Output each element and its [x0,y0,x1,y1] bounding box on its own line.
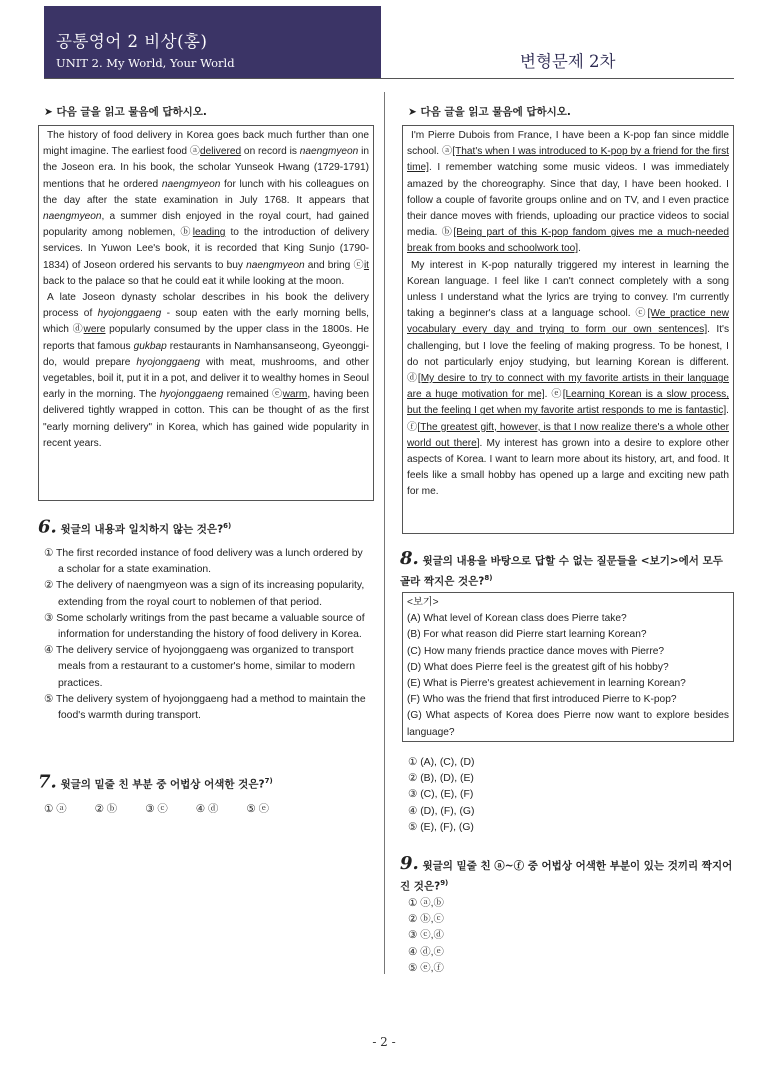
marker-e-text: warm [282,389,308,401]
question-9-options [408,896,608,977]
right-passage-paragraph-2: My interest in K-pop naturally triggered my interest in learning the Korean language. I feel like I can't connect completely with a song unless I understand what the lyrics are trying to convey. I'm currently taking a beginner's class at a language school. ⓒ[We practice new vocabulary every day and trying to form our own sentences]. It's challenging, but I love the feeling of making progress. To be honest, I do not particularly enjoy studying, but learning Korean is different. ⓓ[My desire to try to connect with my favorite artists in their language are a huge motivation for me]. ⓔ[Learning Korean is a slow process, but the feeling I get when my favorite artist responds to me is fantastic]. ⓕ[The greatest gift, however, is that I now realize there's a whole other world out there]. My interest has grown into a desire to explore other aspects of Korea. I want to learn more about its history, art, and food. It feels like a small hobby has opened up a large and exciting new path for me. [407,259,730,498]
marker-d-text: [My desire to try to connect with my favorite artists in their language are a huge motivation for me] [407,373,729,401]
marker-c-text: it [363,259,369,271]
left-passage [38,125,374,501]
marker-a-text: delivered [200,146,242,158]
q8-option-4[interactable]: ④ (D), (F), (G) [408,805,475,817]
q6-option-3[interactable]: ③ Some scholarly writings from the past became a valuable source of information for understanding the history of food delivery in Korea. [44,612,365,641]
q8-option-1[interactable]: ① (A), (C), (D) [408,757,475,768]
bogi-item: (F) Who was the friend that first introduced Pierre to K-pop? [407,694,677,706]
page-number: - 2 - [372,1035,396,1049]
q6-option-1[interactable]: ① The first recorded instance of food delivery was a lunch ordered by a scholar for a state examination. [44,548,363,576]
q7-option-4[interactable]: ④ ⓓ [195,804,219,815]
bogi-item: (B) For what reason did Pierre start learning Korean? [407,629,647,641]
left-passage-paragraph-2: A late Joseon dynasty scholar describes in his book the delivery process of hyojonggaeng - soup eaten with the early morning bells, which ⓓwere popularly consumed by the upper class in the 1800s. He reports that famous gukbap restaurants in Namhansanseong, Gyeonggi-do, would prepare hyojonggaeng with meat, mushrooms, and other vegetables, boil it, put it in a pot, and deliver it to wealthy homes in Seoul early in the morning. The hyojonggaeng remained ⓔwarm, having been delivered tightly wrapped in cotton. This can be thought of as the first "early morning delivery" in Korea, which has gained wide popularity in recent years. [43,292,370,449]
q6-option-4[interactable]: ④ The delivery service of hyojonggaeng was organized to transport meals from a restaurant to a customer's home, similar to modern practices. [44,645,356,689]
right-passage-paragraph-1: I'm Pierre Dubois from France, I have been a K-pop fan since middle school. ⓐ[That's when I was introduced to K-pop by a friend for the first time]. I remember watching some music videos. I was immediately amazed by the choreography. Since that day, I have been hooked. I follow a couple of favorite groups online and on TV, and I even practice their dance moves with friends, uploading our practice videos to social media. ⓑ[Being part of this K-pop fandom gives me a much-needed break from books and schoolwork too]. [407,130,730,255]
q7-option-2[interactable]: ② ⓑ [94,804,118,815]
q9-option-4[interactable]: ④ ⓓ,ⓔ [408,946,444,958]
question-7: 7. 윗글의 밑줄 친 부분 중 어법상 어색한 것은?$^{7)}$ [38,771,273,793]
question-7-options [44,802,374,818]
q7-option-3[interactable]: ③ ⓒ [145,804,168,815]
header-rule [44,78,734,79]
q9-option-3[interactable]: ③ ⓒ,ⓓ [408,930,444,942]
marker-d-text: were [83,324,106,336]
question-6: 6. 윗글의 내용과 일치하지 않는 것은?$^{6)}$ [38,516,232,538]
marker-b-text: leading [192,227,226,239]
q8-option-5[interactable]: ⑤ (E), (F), (G) [408,821,474,833]
marker-e-text: [Learning Korean is a slow process, but the feeling I get when my favorite artist responds to me is fantastic] [407,389,730,417]
question-8-options [408,755,608,836]
q8-option-3[interactable]: ③ (C), (E), (F) [408,789,474,801]
q6-option-2[interactable]: ② The delivery of naengmyeon was a sign of its increasing popularity, extending from the royal court to noblemen of that period. [44,580,365,608]
bogi-item: (A) What level of Korean class does Pierre take? [407,613,627,625]
q8-option-2[interactable]: ② (B), (D), (E) [408,773,474,785]
course-title: 공통영어 2 비상(홍) [56,32,208,51]
marker-c-text: [We practice new vocabulary every day and trying to form our own sentences] [407,308,729,336]
question-9: 9. 윗글의 밑줄 친 ⓐ~ⓕ 중 어법상 어색한 부분이 있는 것끼리 짝지어진 것은?$^{9)}$ [400,853,733,893]
left-instruction: ➤ 다음 글을 읽고 물음에 답하시오. [44,106,207,118]
q9-option-1[interactable]: ① ⓐ,ⓑ [408,898,444,909]
right-instruction: ➤ 다음 글을 읽고 물음에 답하시오. [408,106,571,118]
exam-title: 변형문제 2차 [520,52,616,71]
q7-option-5[interactable]: ⑤ ⓔ [246,804,269,815]
left-passage-paragraph-1: The history of food delivery in Korea goes back much further than one might imagine. The earliest food ⓐdelivered on record is naengmyeon in the Joseon era. In his book, the scholar Yunseok Hwang (1729-1791) mentions that he ordered naengmyeon for lunch with his colleagues on the day after the state examination in July 1768. It appears that naengmyeon, a summer dish enjoyed in the royal court, had gained popularity among noblemen, ⓑleading to the introduction of delivery services. In Yuwon Lee's book, it is recorded that King Sunjo (1790-1834) of Joseon ordered his servants to buy naengmyeon and bring ⓒit back to the palace so that he could eat it while looking at the moon. [43,130,370,287]
q9-option-5[interactable]: ⑤ ⓔ,ⓕ [408,962,444,974]
right-passage [402,125,734,534]
question-8: 8. 윗글의 내용을 바탕으로 답할 수 없는 질문들을 <보기>에서 모두 골라 짝지은 것은?$^{8)}$ [400,548,723,588]
marker-a-text: [That's when I was introduced to K-pop by a friend for the first time] [407,146,729,174]
bogi-label: <보기> [407,597,439,608]
bogi-item: (G) What aspects of Korea does Pierre now want to explore besides language? [407,710,729,738]
marker-b-text: [Being part of this K-pop fandom gives me a much-needed break from books and schoolwork too] [407,227,730,255]
q6-option-5[interactable]: ⑤ The delivery system of hyojonggaeng had a method to maintain the food's warmth during transport. [44,693,366,722]
q9-option-2[interactable]: ② ⓑ,ⓒ [408,914,444,926]
bogi-item: (D) What does Pierre feel is the greatest gift of his hobby? [407,661,669,673]
question-6-options [44,546,370,724]
column-divider [384,92,385,974]
unit-title: UNIT 2. My World, Your World [56,56,235,70]
bogi-box [402,592,734,742]
bogi-item: (E) What is Pierre's greatest achievement in learning Korean? [407,678,686,690]
bogi-item: (C) How many friends practice dance moves with Pierre? [407,645,665,657]
q7-option-1[interactable]: ① ⓐ [44,804,67,815]
marker-f-text: [The greatest gift, however, is that I now realize there's a whole other world out there] [407,421,729,449]
